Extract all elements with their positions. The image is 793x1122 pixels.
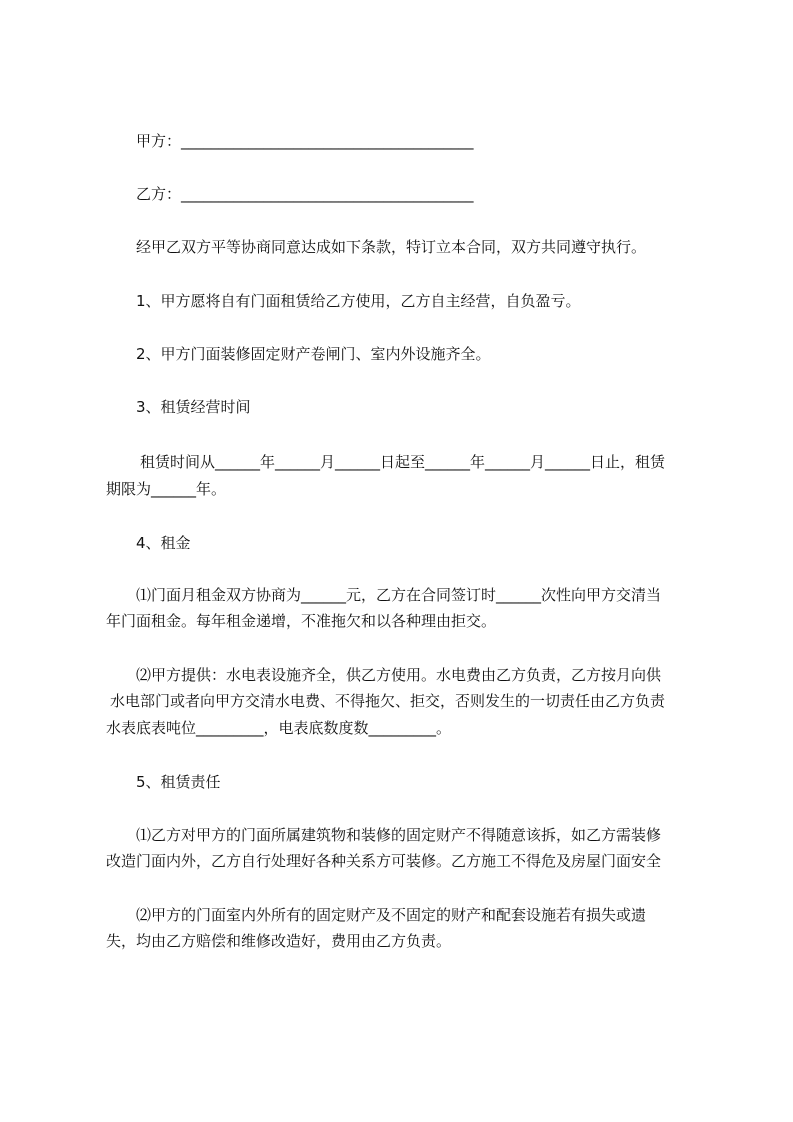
clause-1: 1、甲方愿将自有门面租赁给乙方使用，乙方自主经营，自负盈亏。 (136, 292, 581, 310)
liability-item-1-line-2: 改造门面内外，乙方自行处理好各种关系方可装修。乙方施工不得危及房屋门面安全 (106, 852, 662, 870)
lease-term-line-1: 租赁时间从______年______月______日起至______年______月______日止，租赁 (140, 453, 666, 471)
clause-4-heading: 4、租金 (136, 534, 191, 552)
rent-item-1-line-1: ⑴门面月租金双方协商为______元，乙方在合同签订时______次性向甲方交清当 (136, 586, 662, 604)
rent-item-2-line-3: 水表底表吨位_________，电表底数度数_________。 (106, 719, 452, 737)
liability-item-2-line-2: 失，均由乙方赔偿和维修改造好，费用由乙方负责。 (106, 932, 452, 950)
clause-5-heading: 5、租赁责任 (136, 773, 221, 791)
clause-2: 2、甲方门面装修固定财产卷闸门、室内外设施齐全。 (136, 345, 491, 363)
party-b-line: 乙方：_______________________________________ (136, 185, 474, 203)
party-a-line: 甲方：_______________________________________ (136, 132, 474, 150)
lease-term-line-2: 期限为______年。 (106, 480, 227, 498)
clause-3-heading: 3、租赁经营时间 (136, 398, 251, 416)
rent-item-1-line-2: 年门面租金。每年租金递增，不准拖欠和以各种理由拒交。 (106, 612, 497, 630)
liability-item-2-line-1: ⑵甲方的门面室内外所有的固定财产及不固定的财产和配套设施若有损失或遗 (136, 906, 647, 924)
rent-item-2-line-2: 水电部门或者向甲方交清水电费、不得拖欠、拒交，否则发生的一切责任由乙方负责 (110, 692, 666, 710)
intro-paragraph: 经甲乙双方平等协商同意达成如下条款，特订立本合同，双方共同遵守执行。 (136, 238, 647, 256)
rent-item-2-line-1: ⑵甲方提供：水电表设施齐全，供乙方使用。水电费由乙方负责，乙方按月向供 (136, 666, 662, 684)
liability-item-1-line-1: ⑴乙方对甲方的门面所属建筑物和装修的固定财产不得随意该拆，如乙方需装修 (136, 826, 662, 844)
